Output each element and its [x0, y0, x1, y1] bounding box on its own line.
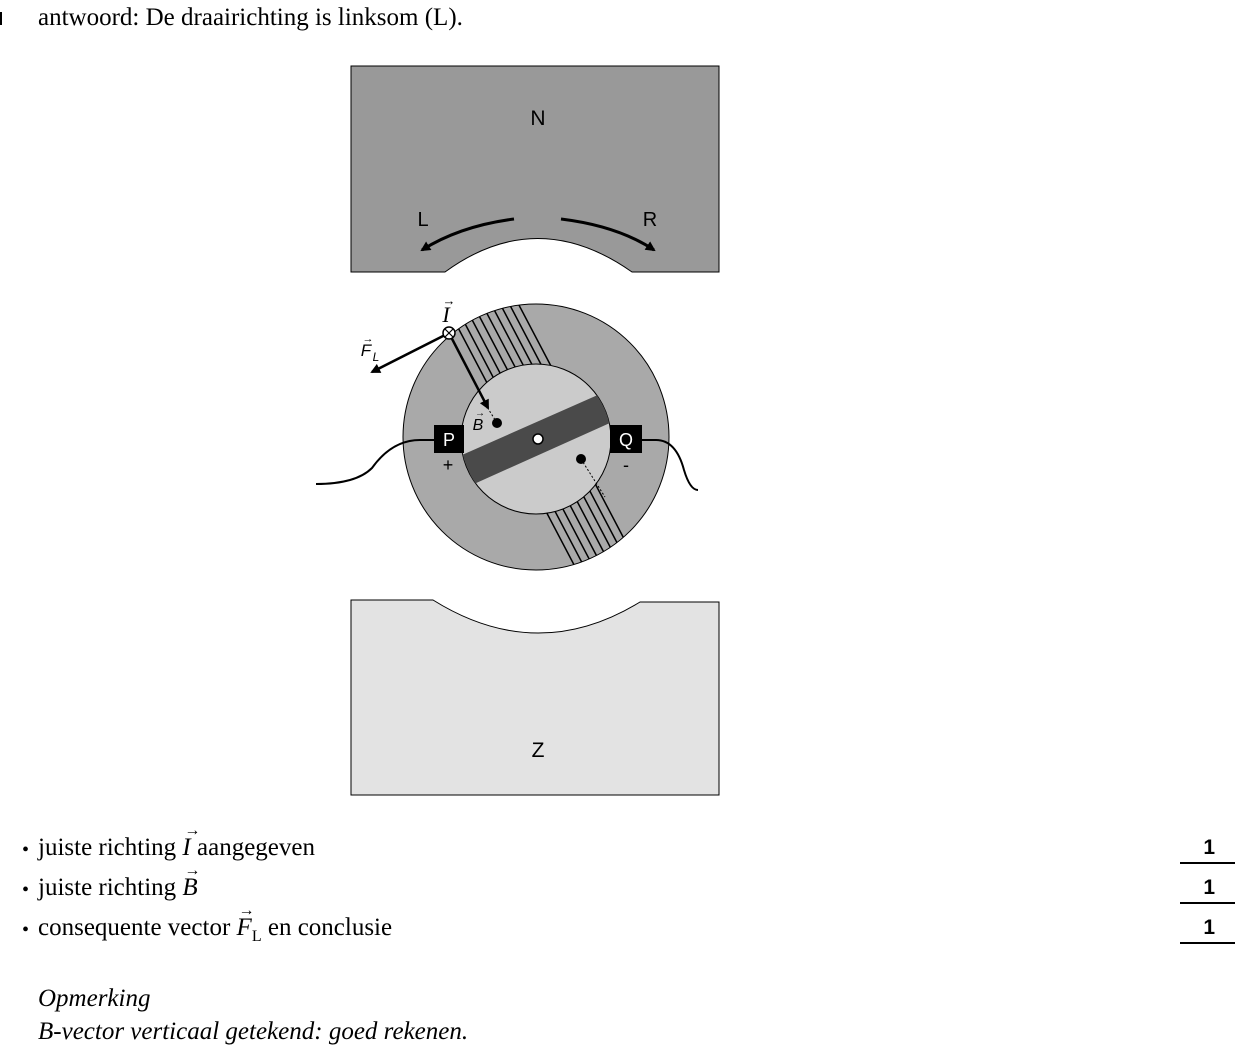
rotor-axis: [533, 434, 543, 444]
rotation-right-label: R: [642, 209, 658, 231]
remark-heading: Opmerking: [38, 985, 151, 1012]
remark-text: B-vector verticaal getekend: goed rekenen.: [38, 1018, 469, 1045]
criterion-text: consequente vector → $F_L$ en conclusie: [38, 914, 392, 946]
remark: [38, 982, 468, 1048]
force-vector-arrowmark: →: [362, 333, 374, 345]
force-vector-label: F: [360, 341, 372, 360]
bullet: •: [22, 919, 30, 941]
criterion-points: 1: [1180, 876, 1235, 904]
south-pole: [351, 600, 719, 795]
current-vector-label: I: [442, 302, 450, 327]
rotation-left-label: L: [417, 209, 429, 231]
criterion-points: 1: [1180, 916, 1235, 944]
plus-sign: +: [442, 455, 454, 475]
bullet: •: [22, 839, 30, 861]
current-vector-arrowmark: →: [442, 293, 456, 308]
field-vector-arrowmark: →: [475, 408, 485, 419]
criterion-row: [22, 834, 1235, 874]
north-label: N: [530, 107, 546, 130]
field-vector-label: B: [472, 417, 484, 434]
criterion-text: juiste richting → I aangegeven: [38, 834, 315, 862]
force-vector-subscript: L: [372, 350, 380, 364]
criterion-row: [22, 914, 1235, 954]
minus-sign: -: [623, 455, 629, 475]
brush-q-label: Q: [618, 430, 634, 450]
criterion-row: [22, 874, 1235, 914]
south-label: Z: [531, 739, 545, 762]
answer-text: antwoord: De draairichting is linksom (L).: [38, 4, 463, 31]
bullet: •: [22, 879, 30, 901]
criterion-points: 1: [1180, 836, 1235, 864]
north-pole: [351, 66, 719, 272]
brush-p-label: P: [442, 430, 456, 450]
criterion-text: juiste richting → B: [38, 874, 198, 902]
scoring-criteria: [22, 834, 1235, 954]
